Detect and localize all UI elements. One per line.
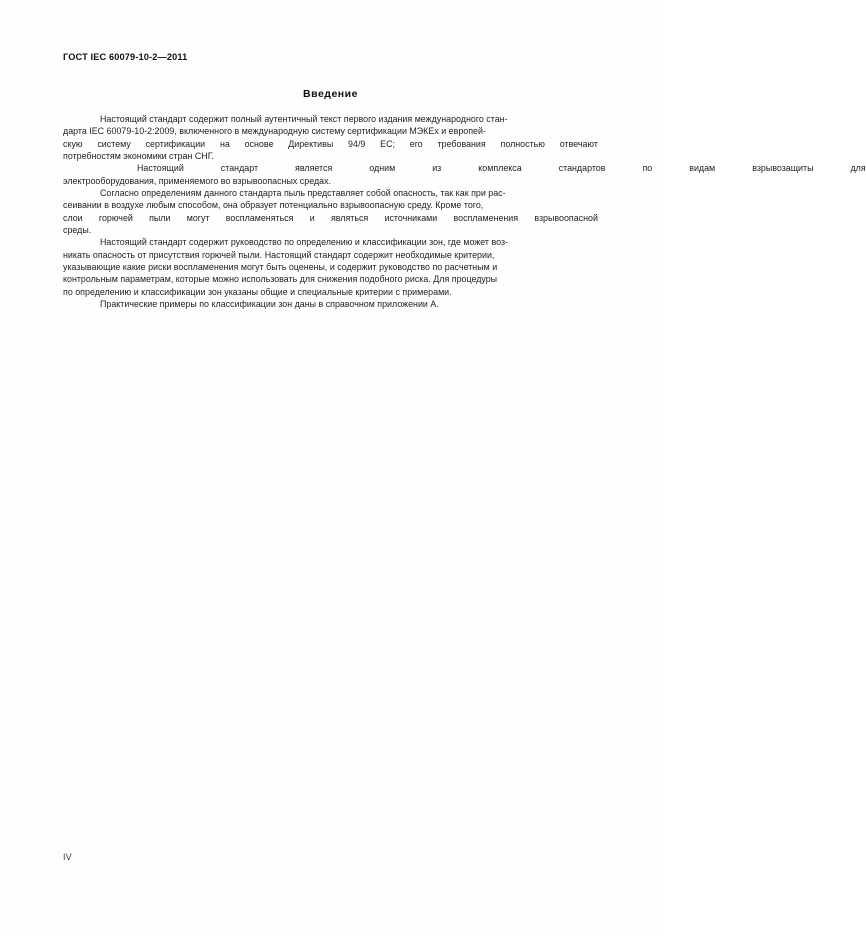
text-line: Настоящий стандарт содержит полный аутентичный текст первого издания международного стан- (100, 114, 508, 124)
word: из (432, 163, 442, 174)
word: воспламеняться (225, 212, 294, 223)
word: воспламенения (453, 212, 519, 223)
word: источниками (384, 212, 438, 223)
text-line: контрольным параметрам, которые можно использовать для снижения подобного риска. Для процедуры (63, 274, 498, 285)
word: стандарт (220, 163, 259, 174)
word: комплекса (478, 163, 522, 174)
word: горючей (98, 212, 133, 223)
para-4 (63, 236, 598, 298)
text-line: потребностям экономики стран СНГ. (63, 151, 214, 162)
text-line: Практические примеры по классификации зон даны в справочном приложении А. (100, 299, 439, 310)
text-line: Согласно определениям данного стандарта пыль представляет собой опасность, так как при рас- (100, 188, 506, 199)
word: скую (63, 138, 83, 149)
word: слои (63, 212, 83, 223)
text-line (63, 212, 598, 224)
word: видам (689, 163, 716, 174)
word: пыли (149, 212, 171, 223)
word: 94/9 (348, 138, 366, 149)
word: Настоящий (137, 163, 184, 174)
word: требования (437, 138, 486, 149)
word: на (219, 138, 230, 149)
text-line: сеивании в воздухе любым способом, она образует потенциально взрывоопасную среду. Кроме того, (63, 200, 484, 211)
standard-designation-header: ГОСТ IEC 60079-10-2—2011 (63, 52, 188, 62)
word: и (309, 212, 315, 223)
para-3 (63, 187, 598, 236)
word: систему (97, 138, 131, 149)
word: полностью (500, 138, 545, 149)
word: ЕС; (380, 138, 395, 149)
word: отвечают (559, 138, 598, 149)
introduction-body (63, 113, 866, 311)
word: стандартов (558, 163, 606, 174)
word: могут (186, 212, 210, 223)
text-line: никать опасность от присутствия горючей пыли. Настоящий стандарт содержит необходимые критерии, (63, 249, 495, 260)
text-line: указывающие какие риски воспламенения могут быть оценены, и содержит руководство по расчетным и (63, 262, 498, 273)
word: взрывозащиты (752, 163, 814, 174)
word: взрывоопасной (534, 212, 598, 223)
text-line (63, 162, 866, 174)
para-1 (63, 113, 598, 162)
text-line: Настоящий стандарт содержит руководство по определению и классификации зон, где может воз- (100, 237, 509, 248)
text-line: дарта IEC 60079-10-2:2009, включенного в международную систему сертификации МЭКЕх и европей- (63, 126, 486, 137)
word: Директивы (288, 138, 334, 149)
text-line: электрооборудования, применяемого во взрывоопасных средах. (63, 175, 331, 186)
text-line: по определению и классификации зон указаны общие и специальные критерии с примерами. (63, 286, 452, 297)
page-title: Введение (303, 88, 358, 100)
text-line: среды. (63, 225, 92, 236)
word: для (850, 163, 866, 174)
text-line (63, 138, 598, 150)
para-5 (63, 298, 598, 310)
para-2 (63, 162, 866, 187)
word: являться (330, 212, 369, 223)
word: основе (244, 138, 274, 149)
word: сертификации (145, 138, 206, 149)
word: является (295, 163, 333, 174)
page-number: IV (63, 852, 72, 862)
word: одним (369, 163, 396, 174)
word: его (409, 138, 423, 149)
word: по (642, 163, 653, 174)
